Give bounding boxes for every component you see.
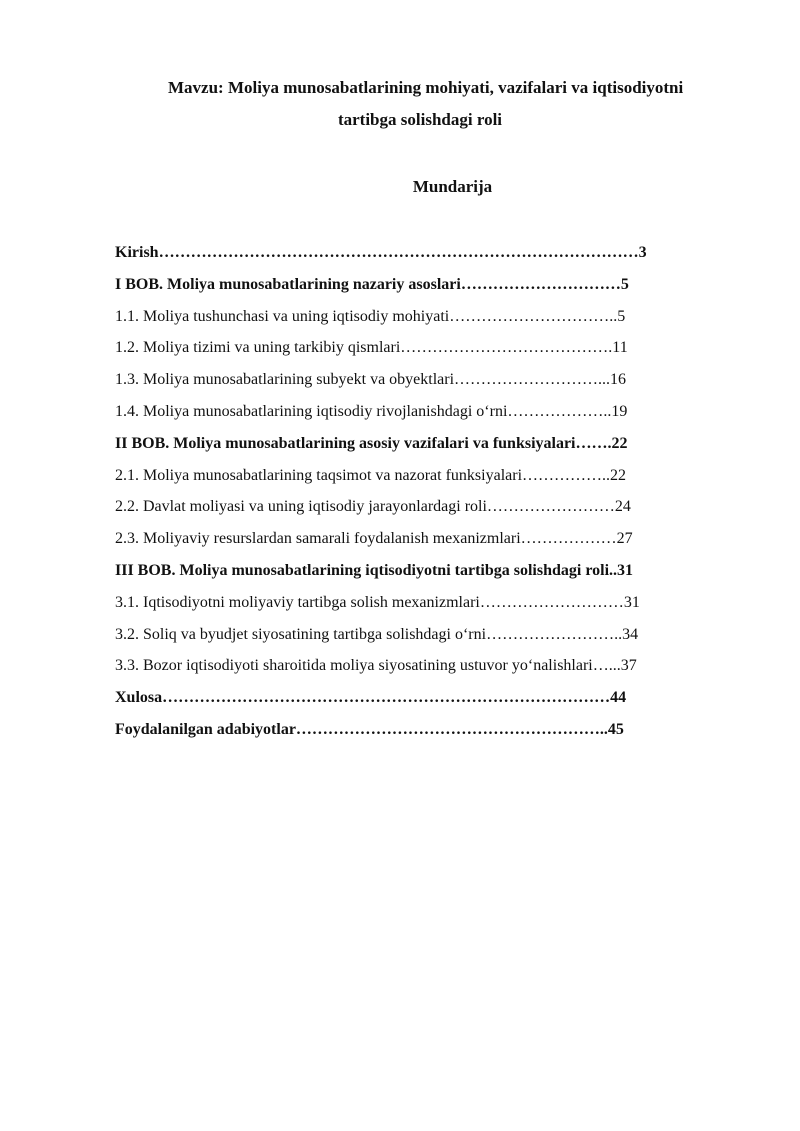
toc-subsection-entry[interactable]: 2.3. Moliyaviy resurslardan samarali foydalanish mexanizmlari………………27 [115, 530, 633, 548]
toc-section-entry[interactable]: Kirish………………………………………………………………………………3 [115, 244, 647, 261]
toc-subsection-entry[interactable]: 3.3. Bozor iqtisodiyoti sharoitida moliya siyosatining ustuvor yo‘nalishlari…...37 [115, 657, 637, 675]
toc-subsection-entry[interactable]: 3.2. Soliq va byudjet siyosatining tartibga solishdagi o‘rni……………………..34 [115, 625, 639, 643]
table-of-contents [115, 237, 740, 746]
toc-subsection-entry[interactable]: 3.1. Iqtisodiyotni moliyaviy tartibga solish mexanizmlari………………………31 [115, 593, 640, 611]
document-title-line-1: Mavzu: Moliya munosabatlarining mohiyati, vazifalari va iqtisodiyotni [168, 78, 684, 97]
toc-heading: Mundarija [412, 177, 493, 196]
toc-section-entry[interactable]: Xulosa…………………………………………………………………………44 [115, 689, 627, 707]
toc-section-entry[interactable]: I BOB. Moliya munosabatlarining nazariy asoslari…………………………5 [115, 275, 629, 293]
toc-subsection-entry[interactable]: 2.2. Davlat moliyasi va uning iqtisodiy jarayonlardagi roli……………………24 [115, 498, 631, 516]
toc-subsection-entry[interactable]: 1.1. Moliya tushunchasi va uning iqtisodiy mohiyati…………………………..5 [115, 307, 626, 325]
toc-subsection-entry[interactable]: 1.4. Moliya munosabatlarining iqtisodiy rivojlanishdagi o‘rni………………..19 [115, 402, 628, 420]
document-title-line-2: tartibga solishdagi roli [337, 110, 503, 129]
toc-subsection-entry[interactable]: 2.1. Moliya munosabatlarining taqsimot va nazorat funksiyalari……………..22 [115, 466, 627, 484]
toc-section-entry[interactable]: Foydalanilgan adabiyotlar…………………………………………………..45 [115, 720, 624, 738]
toc-section-entry[interactable]: III BOB. Moliya munosabatlarining iqtisodiyotni tartibga solishdagi roli..31 [115, 561, 634, 579]
toc-subsection-entry[interactable]: 1.2. Moliya tizimi va uning tarkibiy qismlari………………………………….11 [115, 339, 628, 357]
toc-section-entry[interactable]: II BOB. Moliya munosabatlarining asosiy vazifalari va funksiyalari…….22 [115, 434, 628, 452]
toc-subsection-entry[interactable]: 1.3. Moliya munosabatlarining subyekt va obyektlari………………………...16 [115, 371, 627, 389]
